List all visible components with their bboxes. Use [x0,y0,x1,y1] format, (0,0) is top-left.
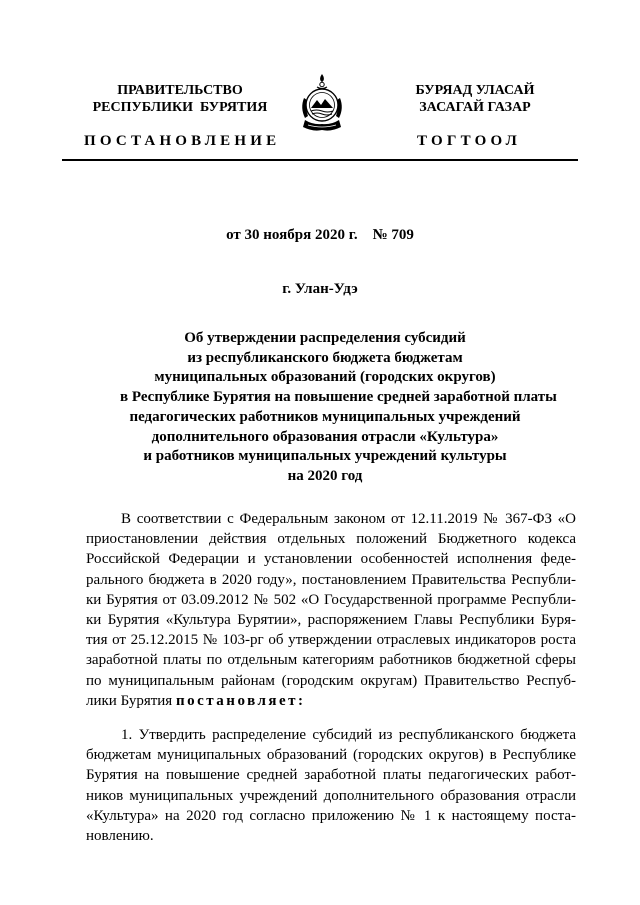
header-right-line: БУРЯАД УЛАСАЙ [415,83,535,98]
header-right-buryat [375,82,575,116]
header-left-line: ПРАВИТЕЛЬСТВО [117,83,243,98]
city: г. Улан-Удэ [282,281,358,297]
paragraph-line: 1. Утвердить распределение субсидий из республиканского бюджета [121,727,576,743]
header-right-line: ЗАСАГАЙ ГАЗАР [419,100,531,115]
date-and-number: от 30 ноября 2020 г. № 709 [226,227,414,243]
paragraph-line: Российской Федерации и установлении особенностей исполнения феде- [86,551,576,568]
title-line: в Республике Бурятия на повышение средней заработной платы [120,389,557,406]
title-line: дополнительного образования отрасли «Культура» [151,428,499,445]
paragraph-line: рального бюджета в 2020 году», постановлением Правительства Республи- [86,571,576,588]
doc-type-russian: ПОСТАНОВЛЕНИЕ [84,133,281,149]
coat-of-arms-icon [296,72,348,134]
paragraph-line: новлению. [86,828,154,845]
document-title [120,329,557,487]
title-line: педагогических работников муниципальных учреждений [129,408,521,425]
title-line: муниципальных образований (городских округов) [154,369,496,386]
paragraph-line: Бурятия на повышение средней заработной платы педагогических работ- [86,767,576,784]
paragraph-line: заработной платы по отдельным категориям работников бюджетной сферы [86,652,576,669]
paragraph-line: В соответствии с Федеральным законом от 12.11.2019 № 367-ФЗ «О [121,511,576,527]
decree-word: постановляет: [175,692,306,709]
title-line: Об утверждении распределения субсидий [184,330,466,346]
paragraph-line: по муниципальным районам (городским округам) Правительство Респуб- [86,672,576,689]
paragraph-line: ников муниципальных учреждений дополнительного образования отрасли [86,787,576,804]
paragraph-line: приостановлении действия отдельных положений Бюджетного кодекса [86,531,576,548]
title-line: из республиканского бюджета бюджетам [187,349,463,366]
paragraph-line: бюджетам муниципальных образований (городских округов) в Республике [86,747,576,764]
paragraph-line: тия от 25.12.2015 № 103-рг об утверждении отраслевых индикаторов роста [86,632,576,649]
title-line: на 2020 год [287,467,363,484]
title-line: и работников муниципальных учреждений культуры [143,448,507,465]
paragraph-line: ки Бурятия «Культура Бурятии», распоряжением Главы Республики Буря- [86,612,576,629]
paragraph-line: ки Бурятия от 03.09.2012 № 502 «О Государственной программе Республи- [86,591,576,608]
header-left-line: РЕСПУБЛИКИ БУРЯТИЯ [92,100,268,115]
doc-type-buryat: ТОГТООЛ [417,133,521,149]
paragraph-line [86,691,576,711]
paragraph-line: «Культура» на 2020 год согласно приложению № 1 к настоящему поста- [86,807,576,824]
paragraph-line-prefix: лики Бурятия [86,692,176,709]
preamble-paragraph [86,509,576,711]
header-divider [62,159,578,161]
header-left-russian [80,82,280,116]
clause-1-paragraph [86,725,576,846]
